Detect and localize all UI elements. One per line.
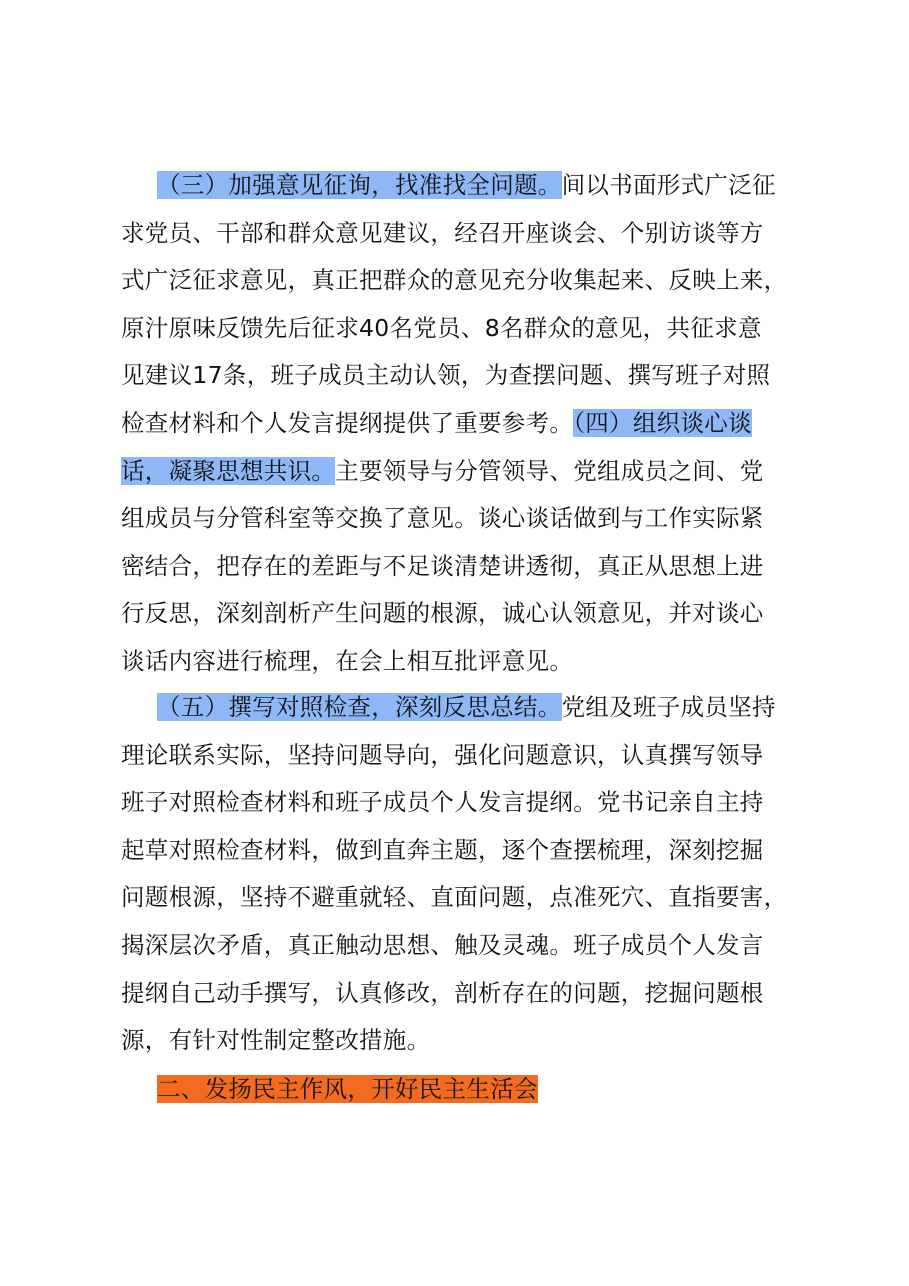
section-heading-highlight: 二、发扬民主作风，开好民主生活会	[157, 1075, 538, 1103]
text-line: 密结合，把存在的差距与不足谈清楚讲透彻，真正从思想上进	[121, 551, 764, 580]
heading-four-highlight: （四）组织谈心谈	[573, 408, 752, 437]
text-line: 检查材料和个人发言提纲提供了重要参考。（四）组织谈心谈	[121, 408, 752, 437]
heading-three-highlight: （三）加强意见征询，找准找全问题。	[157, 171, 562, 199]
heading-four-highlight-cont: 话，凝聚思想共识。	[121, 456, 336, 485]
text-line: 理论联系实际，坚持问题导向，强化问题意识，认真撰写领导	[121, 740, 764, 769]
paragraph-self-examination	[121, 684, 801, 1065]
section-heading-block	[121, 1066, 801, 1114]
text-line: （三）加强意见征询，找准找全问题。间以书面形式广泛征	[157, 171, 776, 199]
text-line: 起草对照检查材料，做到直奔主题，逐个查摆梳理，深刻挖掘	[121, 835, 764, 864]
text-line: 话，凝聚思想共识。主要领导与分管领导、党组成员之间、党	[121, 456, 764, 485]
text-line: 原汁原味反馈先后征求40名党员、8名群众的意见，共征求意	[121, 313, 762, 342]
text-line: 行反思，深刻剖析产生问题的根源，诚心认领意见，并对谈心	[121, 599, 764, 628]
text-line: 组成员与分管科室等交换了意见。谈心谈话做到与工作实际紧	[121, 504, 764, 533]
text-line: 源，有针对性制定整改措施。	[121, 1026, 431, 1055]
text-line: 式广泛征求意见，真正把群众的意见充分收集起来、反映上来，	[121, 266, 788, 295]
text-line: 提纲自己动手撰写，认真修改，剖析存在的问题，挖掘问题根	[121, 978, 764, 1007]
text-line: 求党员、干部和群众意见建议，经召开座谈会、个别访谈等方	[121, 218, 764, 247]
text-line: 揭深层次矛盾，真正触动思想、触及灵魂。班子成员个人发言	[121, 930, 764, 959]
text-line: 谈话内容进行梳理，在会上相互批评意见。	[121, 646, 574, 675]
text-line: 问题根源，坚持不避重就轻、直面问题，点准死穴、直指要害，	[121, 883, 788, 912]
text-line: 班子对照检查材料和班子成员个人发言提纲。党书记亲自主持	[121, 788, 764, 817]
section-heading	[121, 1066, 801, 1114]
paragraph-consultation-and-talks	[121, 162, 801, 686]
text-line: 见建议17条，班子成员主动认领，为查摆问题、撰写班子对照	[121, 361, 771, 390]
heading-five-highlight: （五）撰写对照检查，深刻反思总结。	[157, 693, 562, 721]
text-line: （五）撰写对照检查，深刻反思总结。党组及班子成员坚持	[157, 693, 776, 721]
